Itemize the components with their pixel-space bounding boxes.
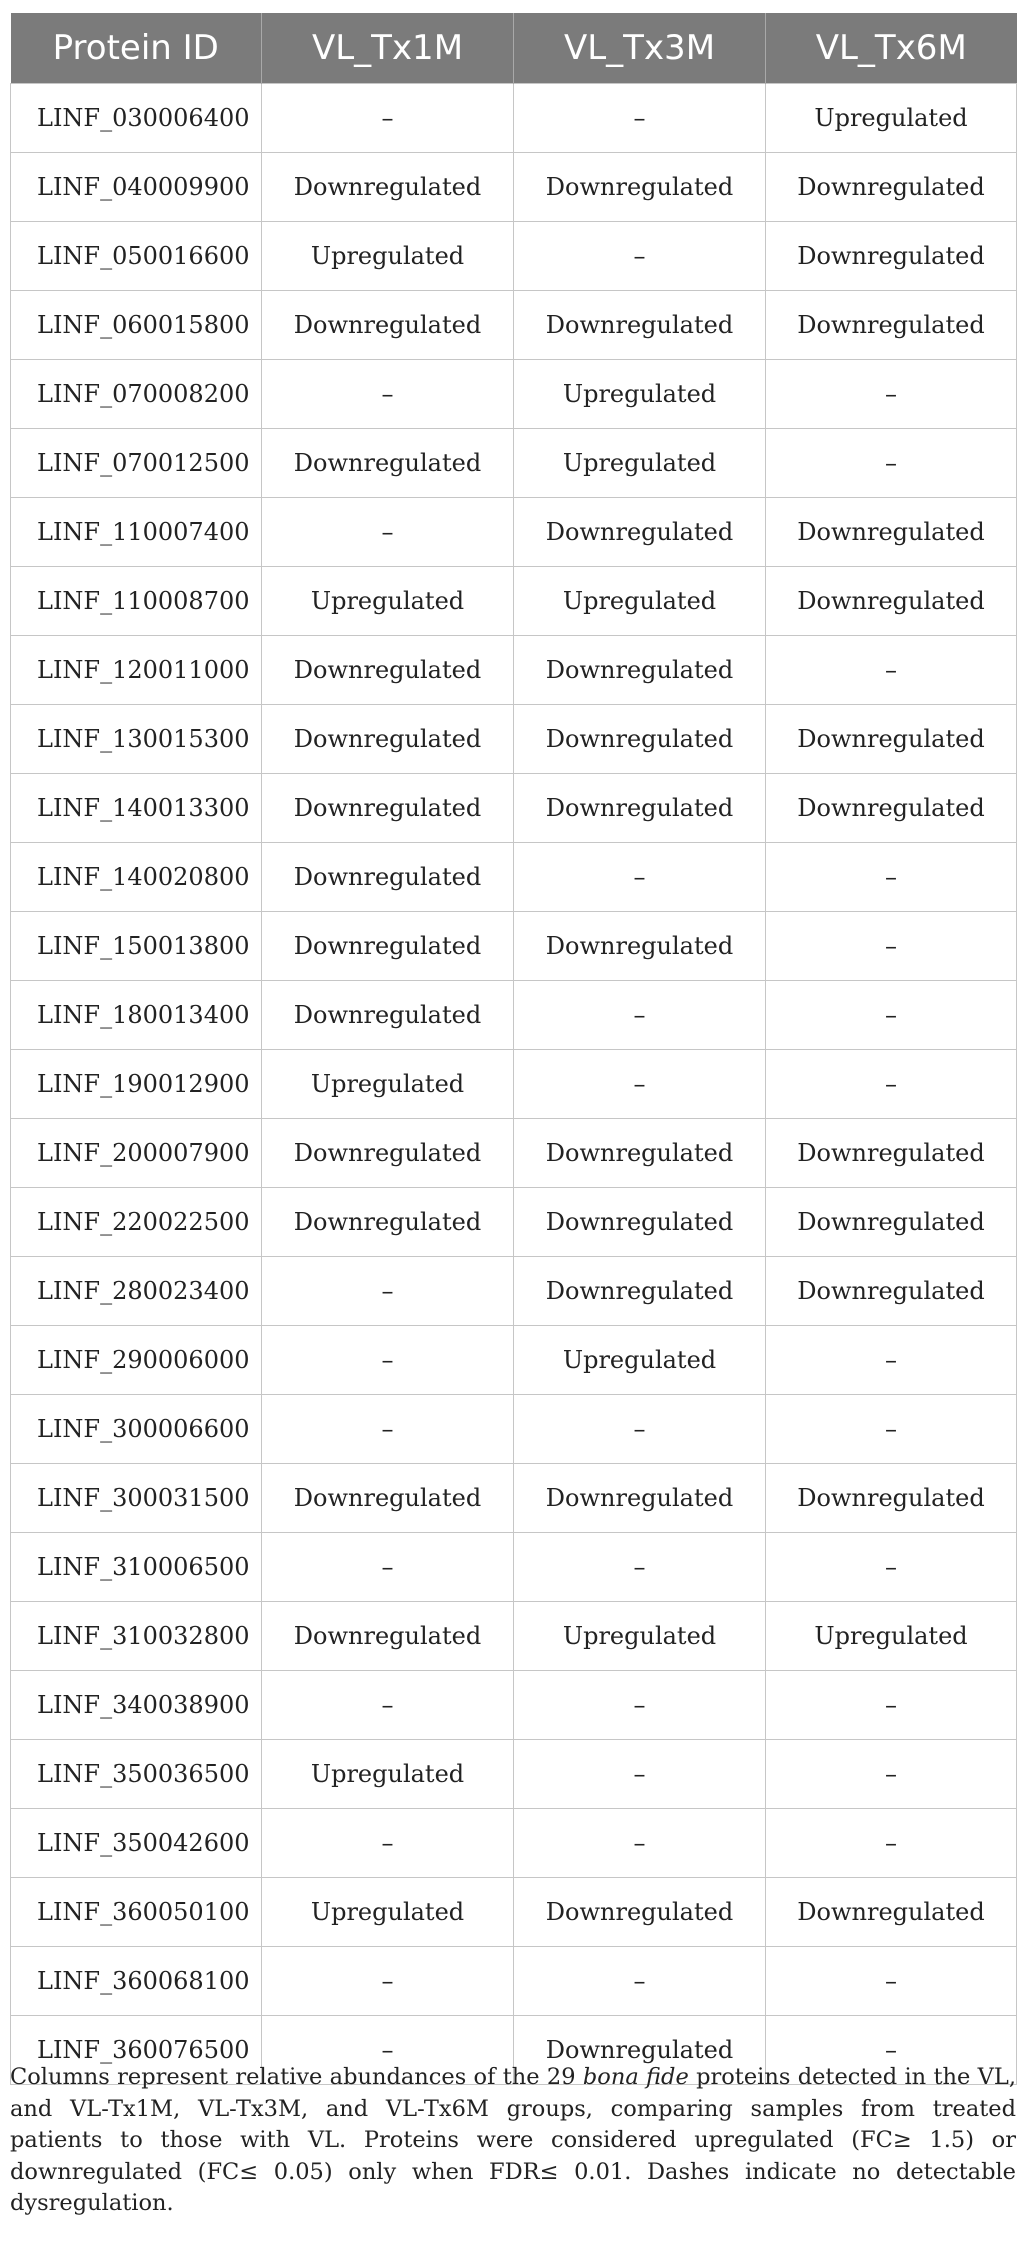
- protein-id-cell: LINF_300031500: [11, 1464, 262, 1533]
- table-header: [11, 13, 1017, 84]
- vl-tx3m-cell: Downregulated: [514, 153, 766, 222]
- vl-tx6m-cell: Downregulated: [766, 1464, 1017, 1533]
- vl-tx3m-cell: Upregulated: [514, 1602, 766, 1671]
- table-row: [11, 429, 1017, 498]
- vl-tx6m-cell: –: [766, 636, 1017, 705]
- table-row: [11, 1533, 1017, 1602]
- vl-tx6m-cell: Downregulated: [766, 291, 1017, 360]
- protein-id-cell: LINF_110007400: [11, 498, 262, 567]
- table-row: [11, 291, 1017, 360]
- vl-tx3m-cell: –: [514, 843, 766, 912]
- vl-tx6m-cell: –: [766, 981, 1017, 1050]
- header-vl-tx3m: VL_Tx3M: [514, 13, 766, 84]
- vl-tx3m-cell: Downregulated: [514, 705, 766, 774]
- vl-tx1m-cell: Downregulated: [262, 912, 514, 981]
- vl-tx3m-cell: Downregulated: [514, 291, 766, 360]
- vl-tx1m-cell: –: [262, 360, 514, 429]
- vl-tx1m-cell: Upregulated: [262, 1740, 514, 1809]
- protein-id-cell: LINF_110008700: [11, 567, 262, 636]
- protein-id-cell: LINF_150013800: [11, 912, 262, 981]
- vl-tx3m-cell: Downregulated: [514, 1878, 766, 1947]
- table-row: [11, 1395, 1017, 1464]
- vl-tx3m-cell: –: [514, 222, 766, 291]
- vl-tx1m-cell: Downregulated: [262, 291, 514, 360]
- table-row: [11, 636, 1017, 705]
- vl-tx6m-cell: Upregulated: [766, 84, 1017, 153]
- table-row: [11, 1326, 1017, 1395]
- vl-tx3m-cell: –: [514, 1671, 766, 1740]
- vl-tx1m-cell: Downregulated: [262, 981, 514, 1050]
- header-vl-tx1m: VL_Tx1M: [262, 13, 514, 84]
- protein-id-cell: LINF_180013400: [11, 981, 262, 1050]
- vl-tx1m-cell: –: [262, 498, 514, 567]
- vl-tx6m-cell: –: [766, 1395, 1017, 1464]
- table-row: [11, 843, 1017, 912]
- vl-tx3m-cell: –: [514, 1395, 766, 1464]
- header-vl-tx6m: VL_Tx6M: [766, 13, 1017, 84]
- vl-tx3m-cell: Downregulated: [514, 1464, 766, 1533]
- vl-tx1m-cell: –: [262, 1671, 514, 1740]
- protein-id-cell: LINF_360050100: [11, 1878, 262, 1947]
- vl-tx6m-cell: –: [766, 1671, 1017, 1740]
- vl-tx1m-cell: –: [262, 1947, 514, 2016]
- table-row: [11, 1671, 1017, 1740]
- vl-tx3m-cell: Upregulated: [514, 429, 766, 498]
- table-row: [11, 567, 1017, 636]
- vl-tx1m-cell: Downregulated: [262, 1464, 514, 1533]
- vl-tx3m-cell: –: [514, 1809, 766, 1878]
- vl-tx6m-cell: Downregulated: [766, 774, 1017, 843]
- vl-tx3m-cell: Upregulated: [514, 360, 766, 429]
- vl-tx6m-cell: Downregulated: [766, 705, 1017, 774]
- protein-id-cell: LINF_290006000: [11, 1326, 262, 1395]
- vl-tx3m-cell: –: [514, 1947, 766, 2016]
- table-caption: [10, 2062, 1016, 2220]
- protein-id-cell: LINF_060015800: [11, 291, 262, 360]
- vl-tx3m-cell: –: [514, 1533, 766, 1602]
- vl-tx1m-cell: –: [262, 1533, 514, 1602]
- table-row: [11, 153, 1017, 222]
- vl-tx1m-cell: Downregulated: [262, 1188, 514, 1257]
- protein-id-cell: LINF_130015300: [11, 705, 262, 774]
- protein-id-cell: LINF_220022500: [11, 1188, 262, 1257]
- protein-id-cell: LINF_140013300: [11, 774, 262, 843]
- table-header-row: [11, 13, 1017, 84]
- vl-tx3m-cell: –: [514, 1740, 766, 1809]
- vl-tx3m-cell: Downregulated: [514, 774, 766, 843]
- table-row: [11, 360, 1017, 429]
- vl-tx6m-cell: –: [766, 1740, 1017, 1809]
- table-row: [11, 705, 1017, 774]
- protein-id-cell: LINF_360068100: [11, 1947, 262, 2016]
- vl-tx6m-cell: Downregulated: [766, 222, 1017, 291]
- table-row: [11, 1050, 1017, 1119]
- protein-id-cell: LINF_070008200: [11, 360, 262, 429]
- vl-tx6m-cell: –: [766, 1050, 1017, 1119]
- vl-tx3m-cell: –: [514, 1050, 766, 1119]
- table-row: [11, 774, 1017, 843]
- vl-tx1m-cell: –: [262, 84, 514, 153]
- vl-tx1m-cell: –: [262, 1395, 514, 1464]
- vl-tx1m-cell: –: [262, 1326, 514, 1395]
- vl-tx6m-cell: –: [766, 912, 1017, 981]
- protein-id-cell: LINF_050016600: [11, 222, 262, 291]
- caption-text-end: proteins detected in the VL, and VL-Tx1M, VL-Tx3M, and VL-Tx6M groups, comparing samples from treated patients to those with VL. Proteins were considered upregulated (FC≥ 1.5) or downregulated (FC≤ 0.05) only when FDR≤ 0.01. Dashes indicate no detectable dysregulation.: [10, 2064, 1016, 2216]
- vl-tx6m-cell: –: [766, 1947, 1017, 2016]
- vl-tx1m-cell: Downregulated: [262, 153, 514, 222]
- protein-id-cell: LINF_340038900: [11, 1671, 262, 1740]
- vl-tx3m-cell: –: [514, 84, 766, 153]
- table-row: [11, 1740, 1017, 1809]
- header-protein-id: Protein ID: [11, 13, 262, 84]
- protein-id-cell: LINF_190012900: [11, 1050, 262, 1119]
- table-row: [11, 1602, 1017, 1671]
- vl-tx1m-cell: Downregulated: [262, 429, 514, 498]
- protein-id-cell: LINF_350036500: [11, 1740, 262, 1809]
- table-row: [11, 1464, 1017, 1533]
- vl-tx1m-cell: Upregulated: [262, 1050, 514, 1119]
- vl-tx6m-cell: –: [766, 429, 1017, 498]
- vl-tx3m-cell: Upregulated: [514, 567, 766, 636]
- protein-id-cell: LINF_300006600: [11, 1395, 262, 1464]
- table-row: [11, 1947, 1017, 2016]
- vl-tx1m-cell: Downregulated: [262, 843, 514, 912]
- vl-tx1m-cell: Upregulated: [262, 222, 514, 291]
- vl-tx3m-cell: Downregulated: [514, 1257, 766, 1326]
- vl-tx3m-cell: Downregulated: [514, 2016, 766, 2085]
- table-row: [11, 498, 1017, 567]
- protein-id-cell: LINF_030006400: [11, 84, 262, 153]
- vl-tx1m-cell: –: [262, 1809, 514, 1878]
- vl-tx3m-cell: Downregulated: [514, 498, 766, 567]
- vl-tx6m-cell: –: [766, 360, 1017, 429]
- vl-tx6m-cell: –: [766, 843, 1017, 912]
- table-row: [11, 222, 1017, 291]
- table-row: [11, 912, 1017, 981]
- vl-tx6m-cell: Downregulated: [766, 1188, 1017, 1257]
- caption-text-start: Columns represent relative abundances of the 29: [10, 2064, 583, 2090]
- protein-id-cell: LINF_310032800: [11, 1602, 262, 1671]
- vl-tx6m-cell: Downregulated: [766, 498, 1017, 567]
- table-row: [11, 981, 1017, 1050]
- protein-regulation-table: [10, 13, 1017, 2085]
- protein-id-cell: LINF_310006500: [11, 1533, 262, 1602]
- vl-tx1m-cell: Upregulated: [262, 567, 514, 636]
- protein-id-cell: LINF_120011000: [11, 636, 262, 705]
- protein-id-cell: LINF_280023400: [11, 1257, 262, 1326]
- vl-tx6m-cell: –: [766, 1326, 1017, 1395]
- vl-tx1m-cell: Downregulated: [262, 1602, 514, 1671]
- vl-tx6m-cell: –: [766, 2016, 1017, 2085]
- table-row: [11, 1809, 1017, 1878]
- protein-id-cell: LINF_350042600: [11, 1809, 262, 1878]
- protein-id-cell: LINF_140020800: [11, 843, 262, 912]
- protein-id-cell: LINF_360076500: [11, 2016, 262, 2085]
- protein-table-container: [10, 13, 1016, 2085]
- vl-tx6m-cell: –: [766, 1809, 1017, 1878]
- vl-tx1m-cell: Downregulated: [262, 1119, 514, 1188]
- vl-tx1m-cell: Downregulated: [262, 705, 514, 774]
- vl-tx6m-cell: Downregulated: [766, 567, 1017, 636]
- vl-tx6m-cell: –: [766, 1533, 1017, 1602]
- vl-tx6m-cell: Downregulated: [766, 1257, 1017, 1326]
- vl-tx1m-cell: Downregulated: [262, 774, 514, 843]
- vl-tx3m-cell: Downregulated: [514, 912, 766, 981]
- vl-tx6m-cell: Downregulated: [766, 1119, 1017, 1188]
- vl-tx1m-cell: –: [262, 2016, 514, 2085]
- table-row: [11, 1188, 1017, 1257]
- protein-id-cell: LINF_200007900: [11, 1119, 262, 1188]
- vl-tx3m-cell: Upregulated: [514, 1326, 766, 1395]
- vl-tx3m-cell: Downregulated: [514, 636, 766, 705]
- table-row: [11, 1257, 1017, 1326]
- protein-id-cell: LINF_070012500: [11, 429, 262, 498]
- table-row: [11, 1119, 1017, 1188]
- caption-italic-term: bona fide: [582, 2064, 689, 2090]
- vl-tx3m-cell: –: [514, 981, 766, 1050]
- vl-tx1m-cell: –: [262, 1257, 514, 1326]
- table-row: [11, 84, 1017, 153]
- protein-id-cell: LINF_040009900: [11, 153, 262, 222]
- vl-tx1m-cell: Upregulated: [262, 1878, 514, 1947]
- table-body: [11, 84, 1017, 2085]
- vl-tx3m-cell: Downregulated: [514, 1119, 766, 1188]
- vl-tx6m-cell: Downregulated: [766, 153, 1017, 222]
- vl-tx1m-cell: Downregulated: [262, 636, 514, 705]
- vl-tx6m-cell: Upregulated: [766, 1602, 1017, 1671]
- vl-tx3m-cell: Downregulated: [514, 1188, 766, 1257]
- vl-tx6m-cell: Downregulated: [766, 1878, 1017, 1947]
- table-row: [11, 1878, 1017, 1947]
